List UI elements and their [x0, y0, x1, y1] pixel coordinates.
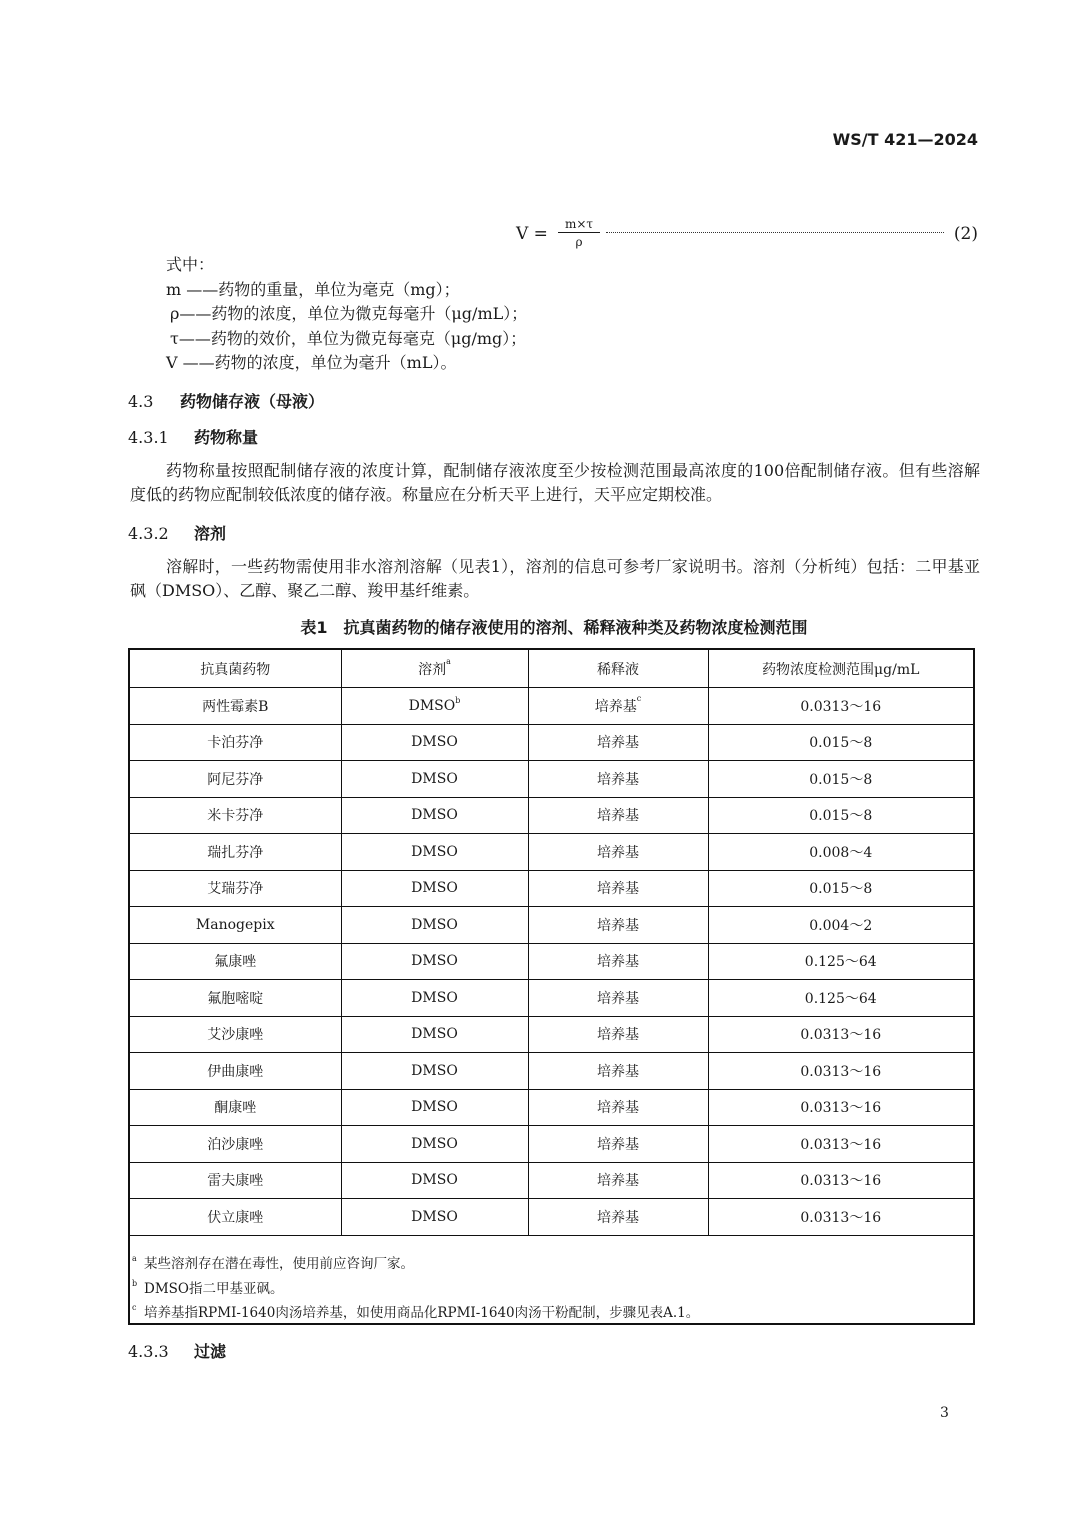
- formula-2: [516, 216, 978, 256]
- heading-4-3-1: [128, 425, 258, 448]
- cell-range: 0.125～64: [708, 980, 973, 1017]
- cell-diluent: 培养基: [528, 870, 708, 907]
- cell-drug: 雷夫康唑: [130, 1162, 341, 1199]
- cell-drug: 氟胞嘧啶: [130, 980, 341, 1017]
- definitions-intro: 式中：: [166, 255, 215, 274]
- cell-drug: 阿尼芬净: [130, 761, 341, 798]
- cell-diluent: 培养基: [528, 834, 708, 871]
- formula-fraction: [554, 216, 604, 251]
- cell-diluent: 培养基: [528, 1199, 708, 1236]
- cell-solvent: DMSO: [341, 1016, 528, 1053]
- footnote-b: b DMSO指二甲基亚砜。: [132, 1278, 284, 1297]
- cell-diluent: 培养基: [528, 1126, 708, 1163]
- cell-range: 0.015～8: [708, 870, 973, 907]
- table-caption: 表1 抗真菌药物的储存液使用的溶剂、稀释液种类及药物浓度检测范围: [300, 618, 808, 637]
- cell-drug: 两性霉素B: [130, 688, 341, 725]
- table-row: [130, 1199, 973, 1236]
- section-number: 4.3.1: [128, 428, 169, 447]
- table-header-row: [130, 650, 973, 688]
- section-title: 药物储存液（母液）: [180, 392, 325, 411]
- paragraph-4-3-1: 药物称量按照配制储存液的浓度计算，配制储存液浓度至少按检测范围最高浓度的100倍配制储存液。但有些溶解度低的药物应配制较低浓度的储存液。称量应在分析天平上进行，天平应定期校准。: [130, 461, 980, 504]
- cell-diluent: 培养基: [528, 1053, 708, 1090]
- cell-range: 0.0313～16: [708, 1016, 973, 1053]
- cell-solvent: DMSO: [341, 870, 528, 907]
- cell-solvent: DMSO: [341, 1126, 528, 1163]
- cell-range: 0.008～4: [708, 834, 973, 871]
- page-number: 3: [940, 1405, 949, 1421]
- cell-solvent: DMSO: [341, 1053, 528, 1090]
- cell-range: 0.015～8: [708, 761, 973, 798]
- definition-tau: τ——药物的效价，单位为微克每毫克（μg/mg）；: [170, 328, 527, 348]
- header-diluent: 稀释液: [528, 650, 708, 688]
- cell-drug: Manogepix: [130, 907, 341, 944]
- cell-drug: 伏立康唑: [130, 1199, 341, 1236]
- table-row: [130, 1089, 973, 1126]
- cell-solvent: DMSO$^b$: [341, 688, 528, 725]
- cell-solvent: DMSO: [341, 761, 528, 798]
- cell-range: 0.0313～16: [708, 1199, 973, 1236]
- table-row: [130, 834, 973, 871]
- table-row: [130, 1126, 973, 1163]
- cell-diluent: 培养基: [528, 907, 708, 944]
- heading-4-3: [128, 389, 324, 412]
- table-row: [130, 724, 973, 761]
- cell-solvent: DMSO: [341, 1199, 528, 1236]
- variable-definitions: [166, 253, 527, 376]
- cell-drug: 艾沙康唑: [130, 1016, 341, 1053]
- cell-range: 0.0313～16: [708, 688, 973, 725]
- cell-range: 0.0313～16: [708, 1162, 973, 1199]
- table-row: [130, 761, 973, 798]
- cell-solvent: DMSO: [341, 834, 528, 871]
- definition-v: V ——药物的浓度，单位为毫升（mL）。: [166, 353, 457, 372]
- cell-diluent: 培养基: [528, 724, 708, 761]
- cell-range: 0.015～8: [708, 797, 973, 834]
- section-number: 4.3: [128, 392, 154, 411]
- header-solvent: 溶剂$^a$: [341, 650, 528, 688]
- footnote-c: c 培养基指RPMI-1640肉汤培养基，如使用商品化RPMI-1640肉汤干粉配制，步骤见表A.1。: [132, 1303, 700, 1321]
- cell-solvent: DMSO: [341, 980, 528, 1017]
- table-row: [130, 870, 973, 907]
- table-row: [130, 980, 973, 1017]
- leader-dots: [606, 218, 944, 233]
- cell-range: 0.0313～16: [708, 1126, 973, 1163]
- equation-number: (2): [953, 224, 978, 244]
- table-row: [130, 907, 973, 944]
- cell-solvent: DMSO: [341, 797, 528, 834]
- cell-solvent: DMSO: [341, 1162, 528, 1199]
- cell-drug: 瑞扎芬净: [130, 834, 341, 871]
- table-row: [130, 943, 973, 980]
- cell-range: 0.004～2: [708, 907, 973, 944]
- cell-diluent: 培养基: [528, 761, 708, 798]
- cell-drug: 酮康唑: [130, 1089, 341, 1126]
- cell-drug: 氟康唑: [130, 943, 341, 980]
- table-row: [130, 688, 973, 725]
- antifungal-table: [130, 650, 973, 1236]
- cell-range: 0.015～8: [708, 724, 973, 761]
- cell-range: 0.0313～16: [708, 1053, 973, 1090]
- heading-4-3-3: [128, 1339, 226, 1362]
- cell-diluent: 培养基: [528, 1016, 708, 1053]
- document-code: WS/T 421—2024: [832, 130, 978, 149]
- cell-diluent: 培养基: [528, 1162, 708, 1199]
- formula-numerator: m×τ: [564, 217, 594, 231]
- cell-diluent: 培养基: [528, 797, 708, 834]
- definition-m: m ——药物的重量，单位为毫克（mg）；: [166, 279, 460, 299]
- section-title: 药物称量: [194, 428, 259, 447]
- heading-4-3-2: [128, 521, 226, 544]
- footnote-a: a 某些溶剂存在潜在毒性，使用前应咨询厂家。: [132, 1254, 414, 1272]
- section-title: 溶剂: [194, 524, 227, 543]
- cell-solvent: DMSO: [341, 724, 528, 761]
- section-title: 过滤: [194, 1342, 227, 1361]
- cell-range: 0.0313～16: [708, 1089, 973, 1126]
- cell-range: 0.125～64: [708, 943, 973, 980]
- formula-lhs: V =: [516, 224, 548, 244]
- cell-diluent: 培养基: [528, 1089, 708, 1126]
- table-footnotes: [130, 1252, 975, 1326]
- header-drug: 抗真菌药物: [130, 650, 341, 688]
- cell-solvent: DMSO: [341, 1089, 528, 1126]
- cell-diluent: 培养基$^c$: [528, 688, 708, 725]
- cell-diluent: 培养基: [528, 943, 708, 980]
- paragraph-4-3-2: 溶解时，一些药物需使用非水溶剂溶解（见表1），溶剂的信息可参考厂家说明书。溶剂（分析纯）包括：二甲基亚砜（DMSO）、乙醇、聚乙二醇、羧甲基纤维素。: [130, 557, 980, 600]
- table-row: [130, 1016, 973, 1053]
- cell-drug: 卡泊芬净: [130, 724, 341, 761]
- formula-denominator: ρ: [575, 235, 583, 249]
- cell-drug: 伊曲康唑: [130, 1053, 341, 1090]
- cell-drug: 米卡芬净: [130, 797, 341, 834]
- table-1: [128, 648, 975, 1325]
- table-row: [130, 1053, 973, 1090]
- cell-diluent: 培养基: [528, 980, 708, 1017]
- section-number: 4.3.3: [128, 1342, 169, 1361]
- header-range: 药物浓度检测范围μg/mL: [708, 650, 973, 688]
- table-row: [130, 797, 973, 834]
- cell-solvent: DMSO: [341, 943, 528, 980]
- section-number: 4.3.2: [128, 524, 169, 543]
- definition-rho: ρ——药物的浓度，单位为微克每毫升（μg/mL）；: [170, 304, 528, 323]
- cell-drug: 艾瑞芬净: [130, 870, 341, 907]
- table-row: [130, 1162, 973, 1199]
- cell-solvent: DMSO: [341, 907, 528, 944]
- cell-drug: 泊沙康唑: [130, 1126, 341, 1163]
